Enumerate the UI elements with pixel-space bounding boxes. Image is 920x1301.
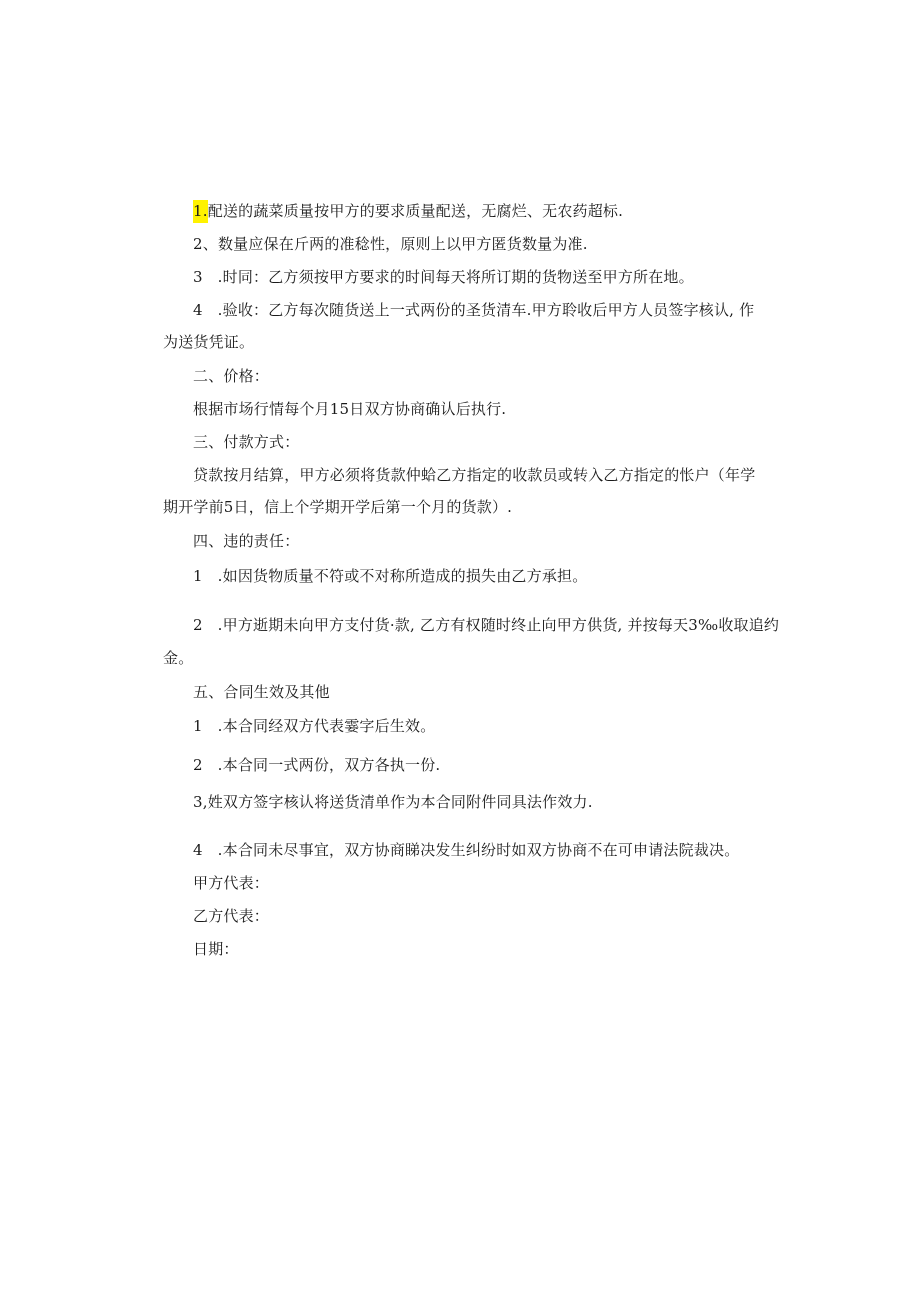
section-payment-text-b: 期开学前5日，信上个学期开学后第一个月的货款）. [163, 498, 513, 516]
party-a-signature-label: 甲方代表： [193, 874, 270, 892]
section-payment-text-a: 贷款按月结算，甲方必须将货款仲蛤乙方指定的收款员或转入乙方指定的怅户（年学 [193, 466, 756, 484]
item-4-line-a: 4 .验收：乙方每次随货送上一式两份的圣货清车.甲方聆收后甲方人员签字核认, 作 [193, 301, 755, 319]
effect-item-1: 1 .本合同经双方代表霎字后生效。 [193, 717, 436, 735]
item-1-line [193, 201, 623, 221]
effect-item-2: 2 .本合同一式两份，双方各执一份. [193, 756, 441, 774]
item-3-line: 3 .时同：乙方须按甲方要求的时间每天将所订期的货物送至甲方所在地。 [193, 268, 694, 286]
effect-item-4: 4 .本合同未尽事宜，双方协商睇决发生纠纷时如双方协商不在可申请法院裁决。 [193, 841, 740, 859]
section-payment-heading: 三、付款方式： [193, 433, 300, 451]
item-2-line: 2、数量应保在斤两的准稔性，原则上以甲方匿货数量为准. [193, 235, 588, 253]
section-liability-heading: 四、违的责任： [193, 532, 300, 550]
highlight-marker: 1. [193, 200, 208, 223]
section-effect-heading: 五、合同生效及其他 [193, 683, 330, 701]
section-price-heading: 二、价格： [193, 367, 270, 385]
date-label: 日期： [193, 940, 239, 958]
liability-item-2-b: 金。 [163, 649, 194, 667]
liability-item-1: 1 .如因货物质量不符或不对称所造成的损失由乙方承担。 [193, 567, 588, 585]
party-b-signature-label: 乙方代表： [193, 907, 270, 925]
effect-item-3: 3,姓双方签字核认将送货清单作为本合同附件同具法作效力. [193, 793, 593, 811]
item-1-text: 配送的蔬菜质量按甲方的要求质量配送，无腐烂、无农药超标. [207, 202, 624, 220]
liability-item-2-a: 2 .甲方逝期未向甲方支付货·款, 乙方有权随时终止向甲方供货, 并按每天3‰收取追约 [193, 616, 780, 634]
section-price-text: 根据市场行情每个月15日双方协商确认后执行. [193, 400, 507, 418]
item-4-line-b: 为送货凭证。 [163, 333, 255, 351]
